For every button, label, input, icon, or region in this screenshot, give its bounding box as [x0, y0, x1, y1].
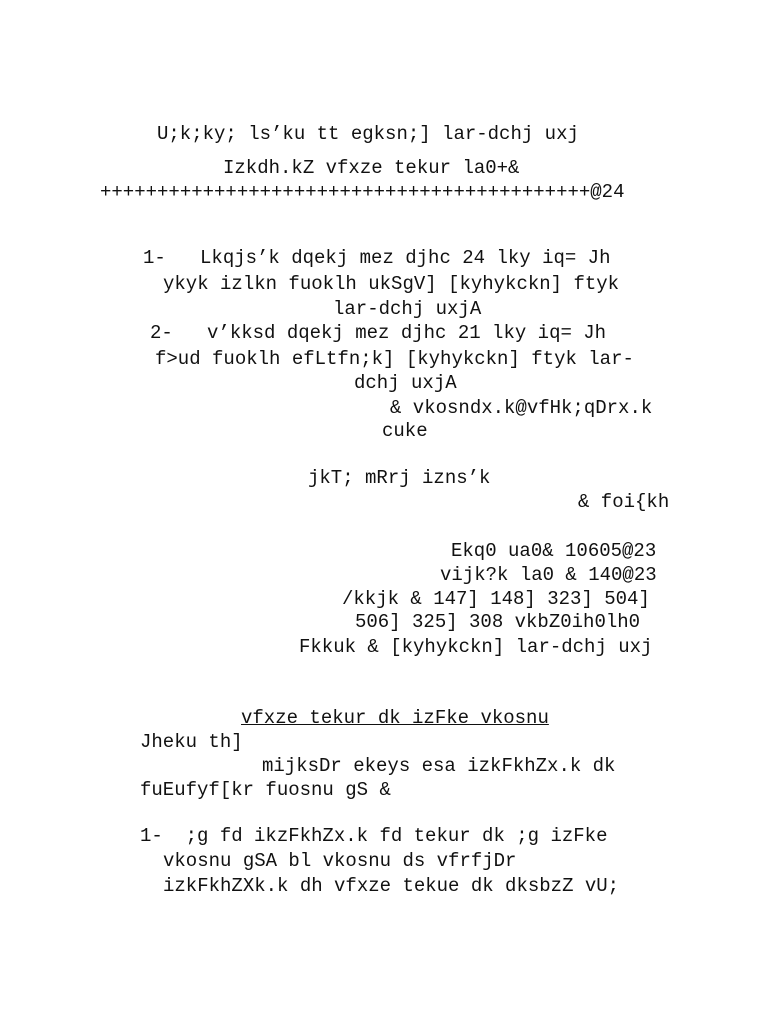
applicant-1-line3: lar-dchj uxjA	[333, 298, 482, 320]
applicant-label: & vkosndx.k@vfHk;qDrx.k	[390, 397, 653, 419]
sections-line2: 506] 325] 308 vkbZ0ih0lh0	[355, 611, 641, 633]
separator-line: +++++++++++++++++++++++++++++++++++++++++++@24	[100, 181, 625, 203]
applicant-2-line1: 2- v’kksd dqekj mez djhc 21 lky iq= Jh	[150, 322, 607, 344]
versus-label: cuke	[382, 420, 428, 442]
salutation: Jheku th]	[140, 731, 243, 753]
court-name: U;k;ky; ls’ku tt egksn;] lar-dchj uxj	[157, 123, 579, 145]
applicant-2-line3: dchj uxjA	[354, 372, 457, 394]
sections-line1: /kkjk & 147] 148] 323] 504]	[342, 588, 650, 610]
case-number: Ekq0 ua0& 10605@23	[451, 540, 657, 562]
intro-line1: mijksDr ekeys esa izkFkhZx.k dk	[262, 755, 616, 777]
document-heading: Izkdh.kZ vfxze tekur la0+&	[223, 157, 520, 179]
police-station: Fkkuk & [kyhykckn] lar-dchj uxj	[299, 636, 653, 658]
point-1-line3: izkFkhZXk.k dh vfxze tekue dk dksbzZ vU;	[163, 875, 620, 897]
state-name: jkT; mRrj izns’k	[308, 467, 491, 489]
point-1-line1: 1- ;g fd ikzFkhZx.k fd tekur dk ;g izFke	[140, 825, 608, 847]
applicant-1-line1: 1- Lkqjs’k dqekj mez djhc 24 lky iq= Jh	[143, 247, 611, 269]
opponent-label: & foi{kh	[578, 491, 670, 513]
applicant-1-line2: ykyk izlkn fuoklh ukSgV] [kyhykckn] ftyk	[163, 273, 620, 295]
crime-number: vijk?k la0 & 140@23	[440, 564, 657, 586]
point-1-line2: vkosnu gSA bl vkosnu ds vfrfjDr	[163, 850, 517, 872]
applicant-2-line2: f>ud fuoklh efLtfn;k] [kyhykckn] ftyk lar-	[155, 348, 634, 370]
intro-line2: fuEufyf[kr fuosnu gS &	[140, 779, 391, 801]
application-title: vfxze tekur dk izFke vkosnu	[241, 707, 549, 729]
